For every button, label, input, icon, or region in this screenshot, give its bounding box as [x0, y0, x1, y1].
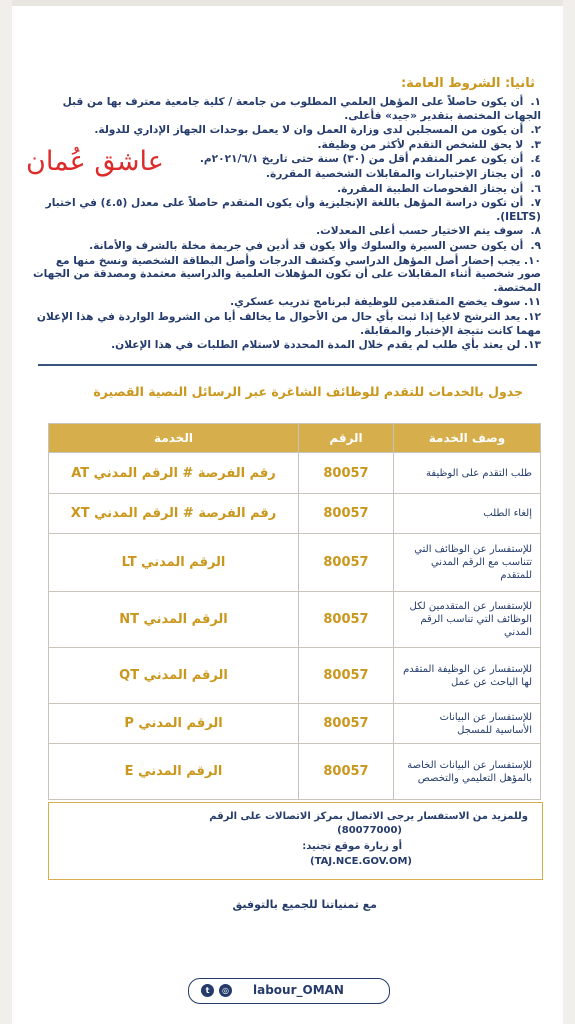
watermark-text: عاشق عُمان [26, 146, 164, 177]
table-row [49, 494, 541, 534]
condition-item: ١. أن يكون حاصلاً على المؤهل العلمي المطلوب من جامعة / كلية جامعية معترف بها من قبل الجهات المختصة بتقدير «جيد» فأعلى. [62, 96, 541, 122]
row-desc: طلب التقدم على الوظيفة [394, 453, 541, 494]
header-service: الخدمة [49, 424, 299, 453]
row-desc: للإستفسار عن المتقدمين لكل الوظائف التي تناسب الرقم المدني [394, 592, 541, 648]
twitter-icon: t [201, 984, 214, 997]
condition-item: ٤. أن يكون عمر المتقدم أقل من (٣٠) سنة حتى تاريخ ٢٠٢١/٦/١م. [199, 153, 541, 166]
row-service: الرقم المدني QT [49, 648, 299, 704]
condition-item: ٨. سوف يتم الاختيار حسب أعلى المعدلات. [316, 225, 541, 238]
row-number: 80057 [299, 453, 394, 494]
condition-item: ٥. أن يجتاز الإختبارات والمقابلات الشخصية المقررة. [265, 167, 541, 180]
condition-item: ١١. سوف يخضع المتقدمين للوظيفة لبرنامج تدريب عسكري. [230, 296, 541, 309]
table-row [49, 534, 541, 592]
row-desc: للإستفسار عن البيانات الخاصة بالمؤهل التعليمي والتخصص [394, 744, 541, 800]
condition-item: ١٣. لن يعتد بأي طلب لم يقدم خلال المدة المحددة لاستلام الطلبات في هذا الإعلان. [111, 339, 541, 352]
header-desc: وصف الخدمة [394, 424, 541, 453]
table-row [49, 592, 541, 648]
condition-item: ٦. أن يجتاز الفحوصات الطبية المقررة. [337, 182, 541, 195]
row-number: 80057 [299, 534, 394, 592]
row-service: الرقم المدني P [49, 704, 299, 744]
services-table [48, 423, 541, 800]
row-number: 80057 [299, 744, 394, 800]
table-row [49, 648, 541, 704]
social-footer[interactable] [188, 978, 390, 1004]
row-service: الرقم المدني LT [49, 534, 299, 592]
contact-box [48, 802, 543, 880]
row-desc: إلغاء الطلب [394, 494, 541, 534]
conditions-heading: ثانيا: الشروط العامة: [400, 76, 535, 91]
closing-text: مع تمنياتنا للجميع بالتوفيق [232, 898, 377, 911]
row-service: رقم الفرصة # الرقم المدني AT [49, 453, 299, 494]
row-desc: للإستفسار عن الوظائف التي تتناسب مع الرقم المدني للمتقدم [394, 534, 541, 592]
condition-item: ٧. أن تكون دراسة المؤهل باللغة الإنجليزية وأن يكون المتقدم حاصلاً على معدل (٤.٥) في اختبار (IELTS). [45, 197, 541, 223]
table-header-row [49, 424, 541, 453]
contact-website[interactable]: (TAJ.NCE.GOV.OM) [310, 856, 412, 867]
row-number: 80057 [299, 704, 394, 744]
condition-item: ٣. لا يحق للشخص التقدم لأكثر من وظيفة. [317, 138, 541, 151]
row-number: 80057 [299, 592, 394, 648]
row-service: رقم الفرصة # الرقم المدني XT [49, 494, 299, 534]
condition-item: ٢. أن يكون من المسجلين لدى وزارة العمل وان لا يعمل بوحدات الجهاز الإداري للدولة. [94, 124, 541, 137]
row-number: 80057 [299, 494, 394, 534]
condition-item: ١٢. يعد الترشح لاغيا إذا ثبت بأي حال من الأحوال ما يخالف أيا من الشروط الواردة في هذا الإعلان مهما كانت نتيجة الإختبار والمقابلة. [36, 310, 541, 337]
row-desc: للإستفسار عن البيانات الأساسية للمسجل [394, 704, 541, 744]
contact-line-1: وللمزيد من الاستفسار يرجى الاتصال بمركز الاتصالات على الرقم [209, 811, 528, 822]
table-row [49, 704, 541, 744]
condition-item: ١٠. يجب إحضار أصل المؤهل الدراسي وكشف الدرجات وأصل البطاقة الشخصية ونسخ منها مع صور شخصية أثناء المقابلات على أن تكون المؤهلات العلمية والدراسية معتمدة ومصدقة من الجهات المختصة. [33, 254, 541, 294]
contact-phone: (80077000) [337, 825, 402, 836]
row-service: الرقم المدني NT [49, 592, 299, 648]
page-top-edge [12, 0, 563, 6]
instagram-icon: ◎ [219, 984, 232, 997]
header-number: الرقم [299, 424, 394, 453]
table-row [49, 453, 541, 494]
social-handle: labour_OMAN [253, 983, 344, 997]
conditions-list [33, 96, 541, 354]
table-title: جدول بالخدمات للتقدم للوظائف الشاغرة عبر الرسائل النصية القصيرة [93, 384, 523, 399]
document-page [12, 0, 563, 1024]
row-service: الرقم المدني E [49, 744, 299, 800]
row-number: 80057 [299, 648, 394, 704]
contact-line-2: أو زيارة موقع تجنيد: [302, 841, 402, 852]
row-desc: للإستفسار عن الوظيفة المتقدم لها الباحث عن عمل [394, 648, 541, 704]
table-row [49, 744, 541, 800]
section-divider [38, 364, 537, 366]
condition-item: ٩. أن يكون حسن السيرة والسلوك وألا يكون قد أدين في جريمة مخلة بالشرف والأمانة. [89, 239, 541, 252]
